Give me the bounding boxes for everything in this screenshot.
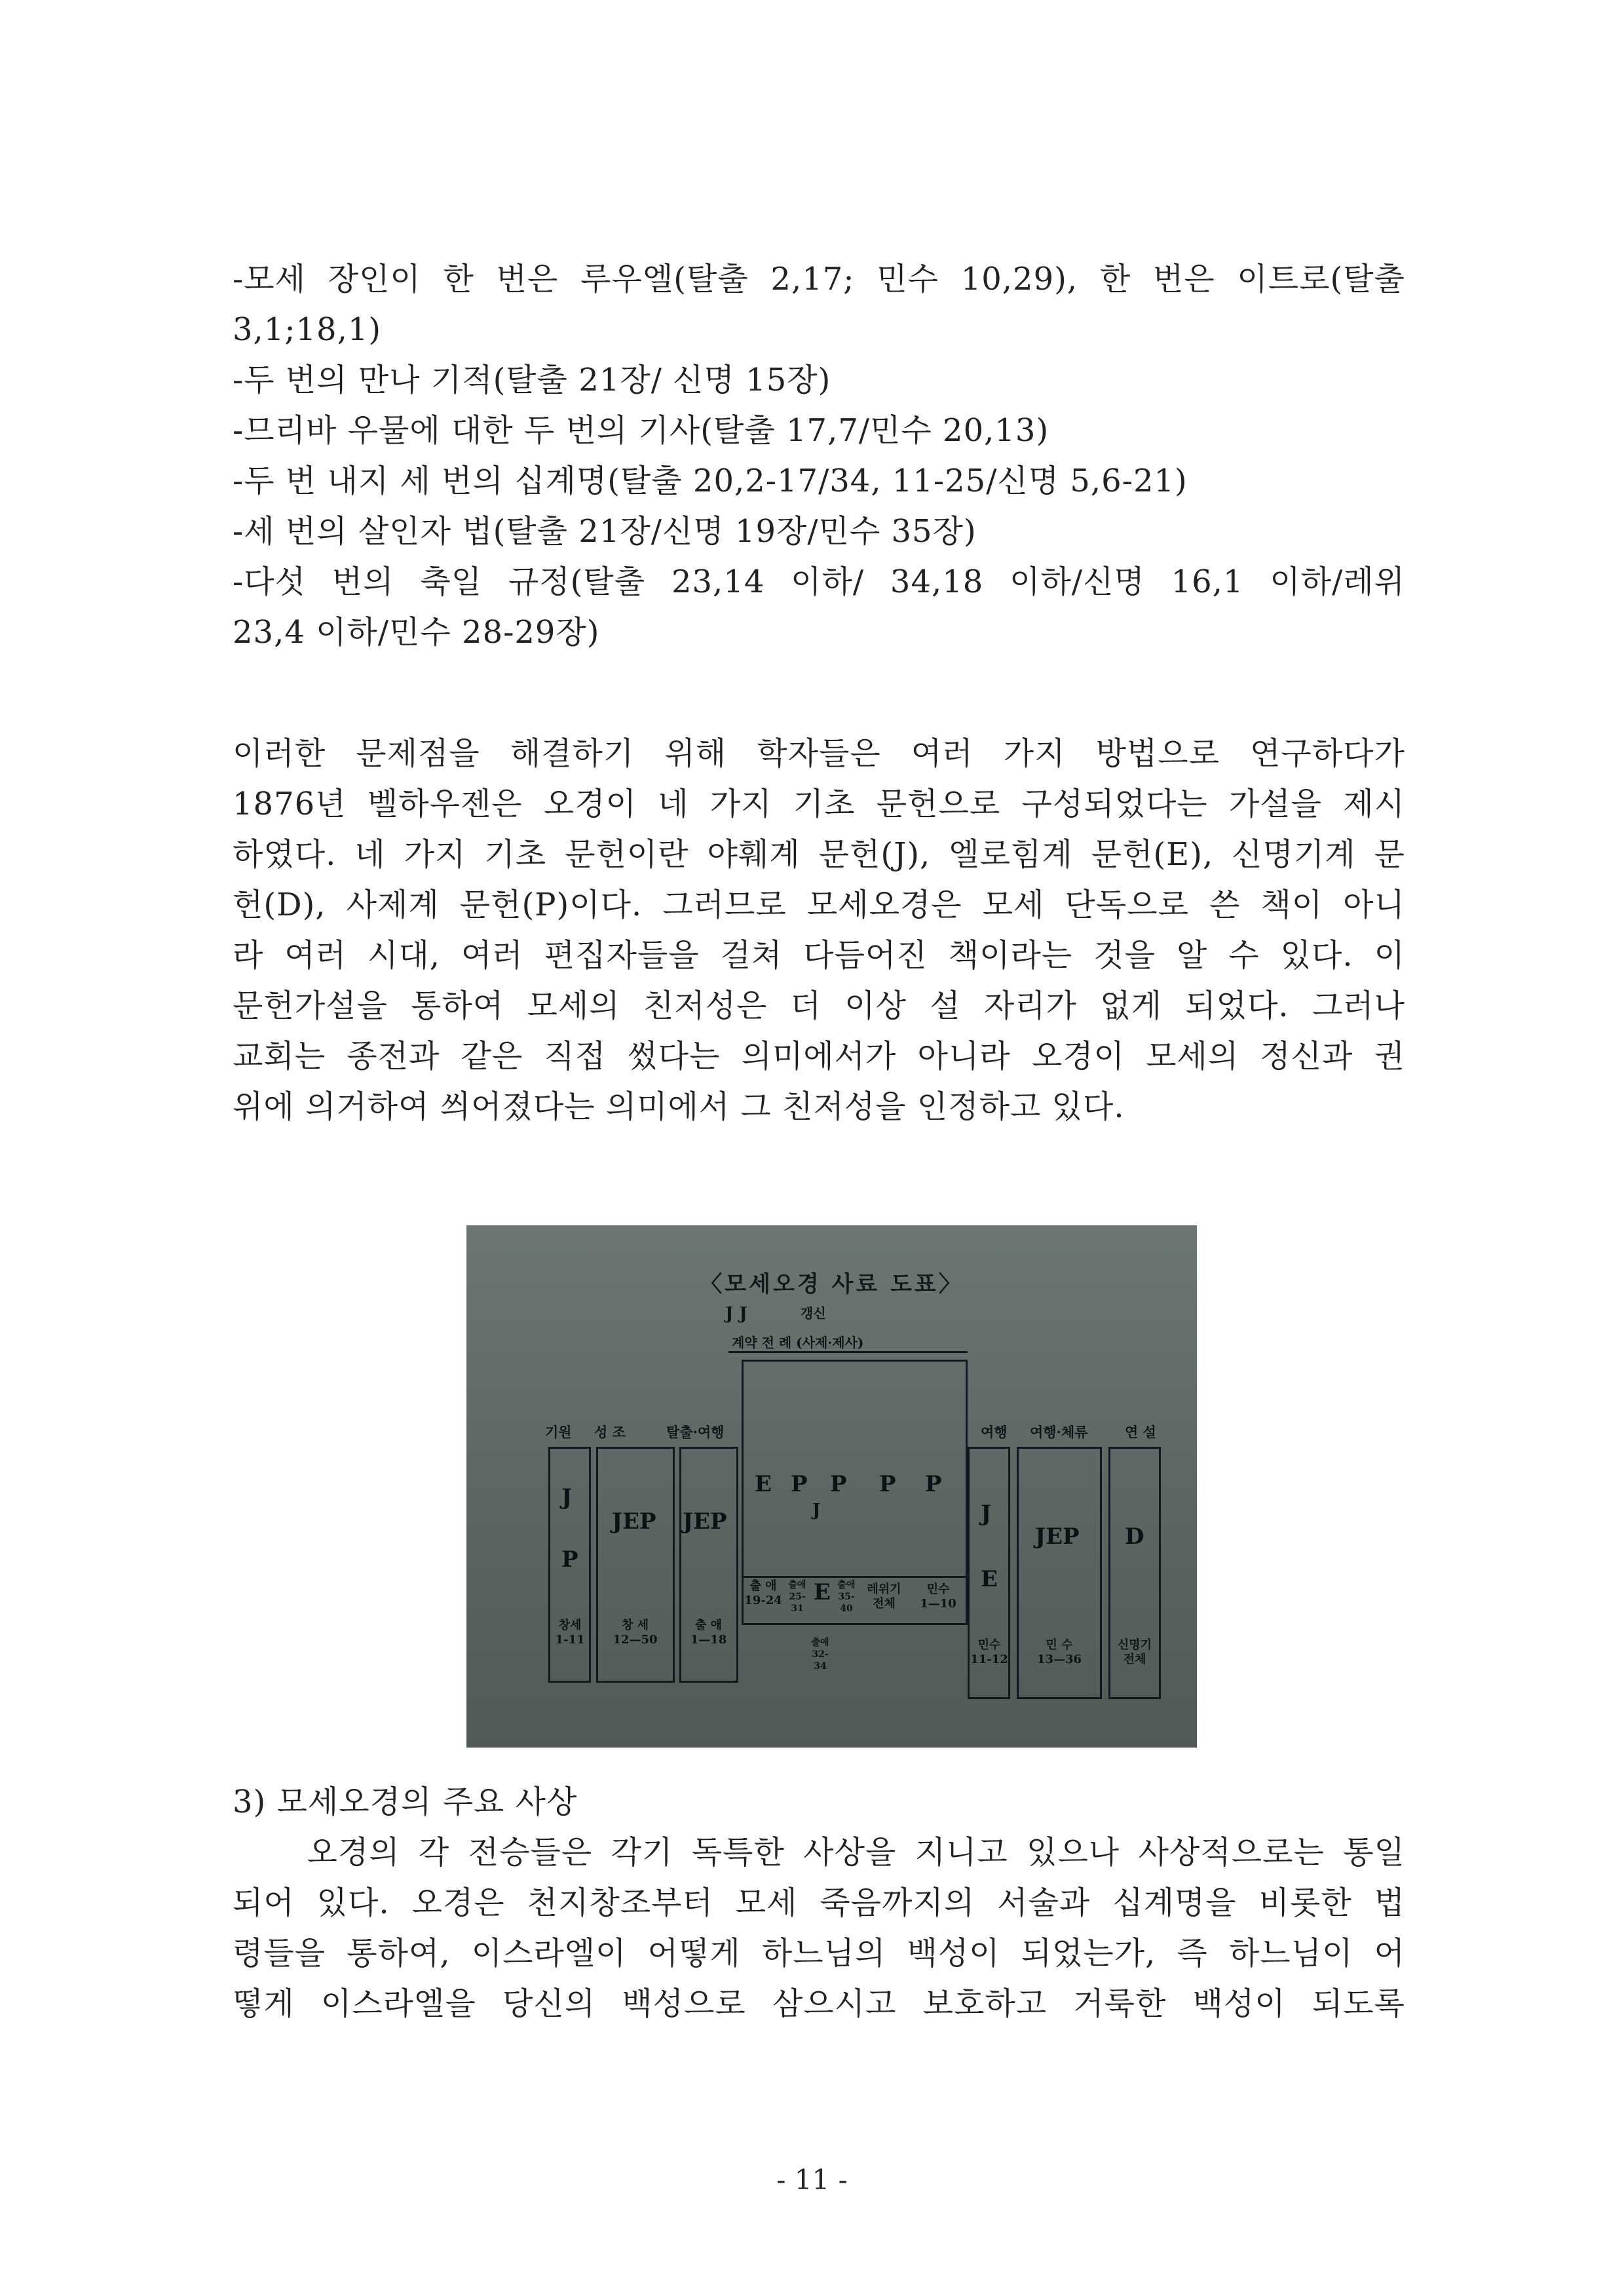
ref-exo-4: 출애 32-34 (811, 1637, 829, 1672)
section-3 (233, 1777, 1405, 2029)
gangsin-label: 갱신 (801, 1305, 826, 1321)
ref-gen-1: 창세 1-11 (555, 1618, 585, 1647)
source-p: P (925, 1471, 942, 1497)
paragraph-line: 위에 의거하여 씌어졌다는 의미에서 그 친저성을 인정하고 있다. (233, 1088, 1125, 1125)
paragraph-line: 이러한 문제점을 해결하기 위해 학자들은 여러 가지 방법으로 연구하다가 (233, 735, 1405, 772)
paragraph-line: 오경의 각 전승들은 각기 독특한 사상을 지니고 있으나 사상적으로는 통일 (233, 1834, 1405, 1871)
list-item: -다섯 번의 축일 규정(탈출 23,14 이하/ 34,18 이하/신명 16,1 이하/레위 (233, 564, 1405, 600)
paragraph-line: 라 여러 시대, 여러 편집자들을 걸쳐 다듬어진 책이라는 것을 알 수 있다. 이 (233, 937, 1405, 974)
ref-gen-2: 창 세 12—50 (613, 1618, 658, 1647)
header-patriarchs: 성 조 (594, 1424, 626, 1440)
paragraph-line: 1876년 벨하우젠은 오경이 네 가지 기초 문헌으로 구성되었다는 가설을 제시 (233, 786, 1405, 822)
source-jep: JEP (1035, 1523, 1080, 1550)
figure-title: 〈모세오경 사료 도표〉 (700, 1271, 964, 1297)
list-item: 23,4 이하/민수 28-29장) (233, 614, 600, 651)
divider (742, 1576, 968, 1578)
header-journey: 여행 (981, 1424, 1008, 1440)
list-item: -세 번의 살인자 법(탈출 21장/신명 19장/민수 35장) (233, 513, 977, 550)
list-item: -두 번의 만나 기적(탈출 21장/ 신명 15장) (233, 362, 831, 398)
source-jep: JEP (683, 1508, 727, 1535)
liturgy-label: 계약 전 례 (사제·제사) (732, 1335, 864, 1350)
ref-num-2: 민수 11-12 (970, 1638, 1008, 1666)
jj-label: J J (725, 1304, 747, 1324)
ref-exo-2: 출 애 19-24 (744, 1579, 782, 1607)
source-jep: JEP (612, 1508, 656, 1535)
source-d: D (1125, 1523, 1144, 1550)
list-item: -모세 장인이 한 번은 루우엘(탈출 2,17; 민수 10,29), 한 번은 이트로(탈출 (233, 261, 1405, 297)
paragraph-line: 하였다. 네 가지 기초 문헌이란 야훼계 문헌(J), 엘로힘계 문헌(E), 신명기계 문 (233, 836, 1405, 873)
list-item: 3,1;18,1) (233, 311, 382, 348)
header-speech: 연 설 (1125, 1424, 1156, 1440)
source-e: E (981, 1566, 998, 1592)
ref-exo-1: 출 애 1—18 (690, 1618, 727, 1647)
ref-lev: 레위기 전체 (867, 1582, 901, 1611)
paragraph-line: 령들을 통하여, 이스라엘이 어떻게 하느님의 백성이 되었는가, 즉 하느님이 어 (233, 1935, 1405, 1972)
ref-exo-3: 출애 25- 31 (788, 1580, 806, 1614)
ref-deut: 신명기 전체 (1117, 1638, 1152, 1666)
source-p: P (830, 1471, 847, 1497)
paragraph-line: 교회는 종전과 같은 직접 썼다는 의미에서가 아니라 오경이 모세의 정신과 권 (233, 1038, 1405, 1075)
paragraph-line: 되어 있다. 오경은 천지창조부터 모세 죽음까지의 서술과 십계명을 비롯한 법 (233, 1885, 1405, 1921)
pentateuch-source-chart-photo (466, 1225, 1197, 1748)
header-origin: 기원 (545, 1424, 572, 1440)
doublet-list (233, 254, 1405, 658)
section-heading: 3) 모세오경의 주요 사상 (233, 1784, 578, 1820)
documentary-hypothesis-paragraph (233, 729, 1405, 1132)
source-e: E (755, 1471, 772, 1497)
ref-exo-5: 출애 35- 40 (837, 1580, 856, 1614)
source-j: J (981, 1501, 992, 1527)
source-p: P (879, 1471, 896, 1497)
page-number: - 11 - (776, 2164, 848, 2196)
source-j: J (812, 1501, 821, 1520)
source-p: P (561, 1546, 578, 1573)
paragraph-line: 문헌가설을 통하여 모세의 친저성은 더 이상 설 자리가 없게 되었다. 그러나 (233, 987, 1405, 1024)
header-journey-stay: 여행·체류 (1030, 1424, 1088, 1440)
paragraph-line: 떻게 이스라엘을 당신의 백성으로 삼으시고 보호하고 거룩한 백성이 되도록 (233, 1985, 1405, 2022)
list-item: -므리바 우물에 대한 두 번의 기사(탈출 17,7/민수 20,13) (233, 412, 1049, 449)
ref-num-3: 민 수 13—36 (1036, 1638, 1082, 1666)
paragraph-line: 헌(D), 사제계 문헌(P)이다. 그러므로 모세오경은 모세 단독으로 쓴 책이 아니 (233, 887, 1405, 923)
column-patriarchs (596, 1447, 675, 1683)
source-j: J (561, 1484, 573, 1510)
column-exodus (679, 1447, 738, 1683)
source-p: P (791, 1471, 808, 1497)
divider (728, 1351, 968, 1353)
list-item: -두 번 내지 세 번의 십계명(탈출 20,2-17/34, 11-25/신명 5,6-21) (233, 463, 1188, 499)
header-exodus: 탈출·여행 (666, 1424, 725, 1440)
ref-num-1: 민수 1—10 (920, 1582, 956, 1611)
source-e: E (814, 1579, 831, 1605)
